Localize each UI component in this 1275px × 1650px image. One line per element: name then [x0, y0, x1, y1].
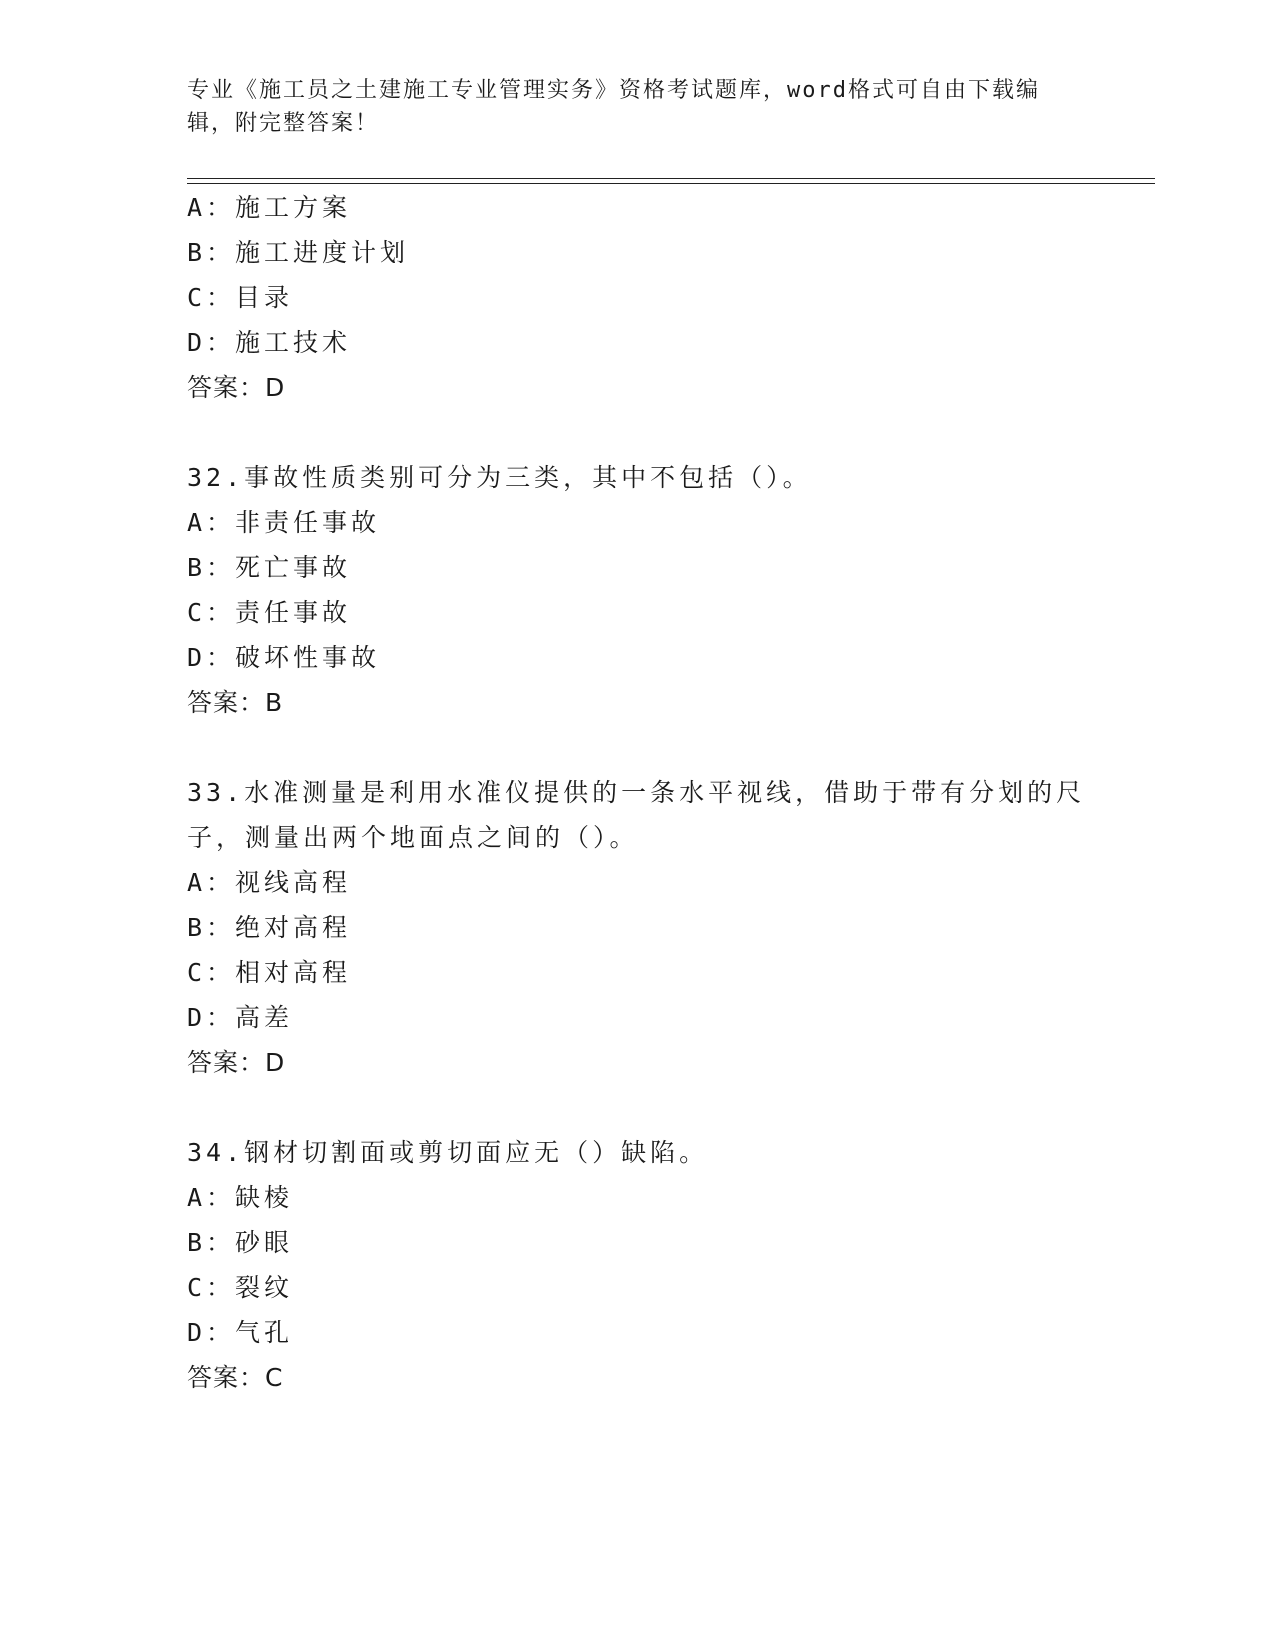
header-line-2: 辑，附完整答案！ [187, 111, 380, 136]
document-header [187, 74, 1077, 140]
q33-option-a: A：视线高程 [187, 868, 352, 897]
q33-option-b: B：绝对高程 [187, 913, 352, 942]
q31-option-c: C：目录 [187, 283, 294, 312]
q32-option-c: C：责任事故 [187, 598, 352, 627]
q34-option-c: C：裂纹 [187, 1273, 294, 1302]
q33-question-line-2: 子，测量出两个地面点之间的（）。 [187, 823, 639, 852]
header-line-1: 专业《施工员之土建施工专业管理实务》资格考试题库，word格式可自由下载编 [187, 78, 1040, 103]
q31-option-a: A：施工方案 [187, 193, 352, 222]
q31-answer: 答案：D [187, 373, 286, 402]
q32-option-a: A：非责任事故 [187, 508, 381, 537]
q31-option-d: D：施工技术 [187, 328, 352, 357]
q33-option-c: C：相对高程 [187, 958, 352, 987]
q32-option-b: B：死亡事故 [187, 553, 352, 582]
q32-answer: 答案：B [187, 688, 284, 717]
q34-option-b: B：砂眼 [187, 1228, 294, 1257]
q34-option-d: D：气孔 [187, 1318, 294, 1347]
q34-option-a: A：缺棱 [187, 1183, 294, 1212]
q32-question: 32.事故性质类别可分为三类，其中不包括（）。 [187, 463, 812, 492]
q34-question: 34.钢材切割面或剪切面应无（）缺陷。 [187, 1138, 709, 1167]
q33-option-d: D：高差 [187, 1003, 294, 1032]
q31-option-b: B：施工进度计划 [187, 238, 410, 267]
q34-answer: 答案：C [187, 1363, 284, 1392]
header-divider-bottom [187, 183, 1155, 184]
header-divider-top [187, 178, 1155, 179]
q32-option-d: D：破坏性事故 [187, 643, 381, 672]
q33-question-line-1: 33.水准测量是利用水准仪提供的一条水平视线，借助于带有分划的尺 [187, 778, 1086, 807]
q33-answer: 答案：D [187, 1048, 286, 1077]
